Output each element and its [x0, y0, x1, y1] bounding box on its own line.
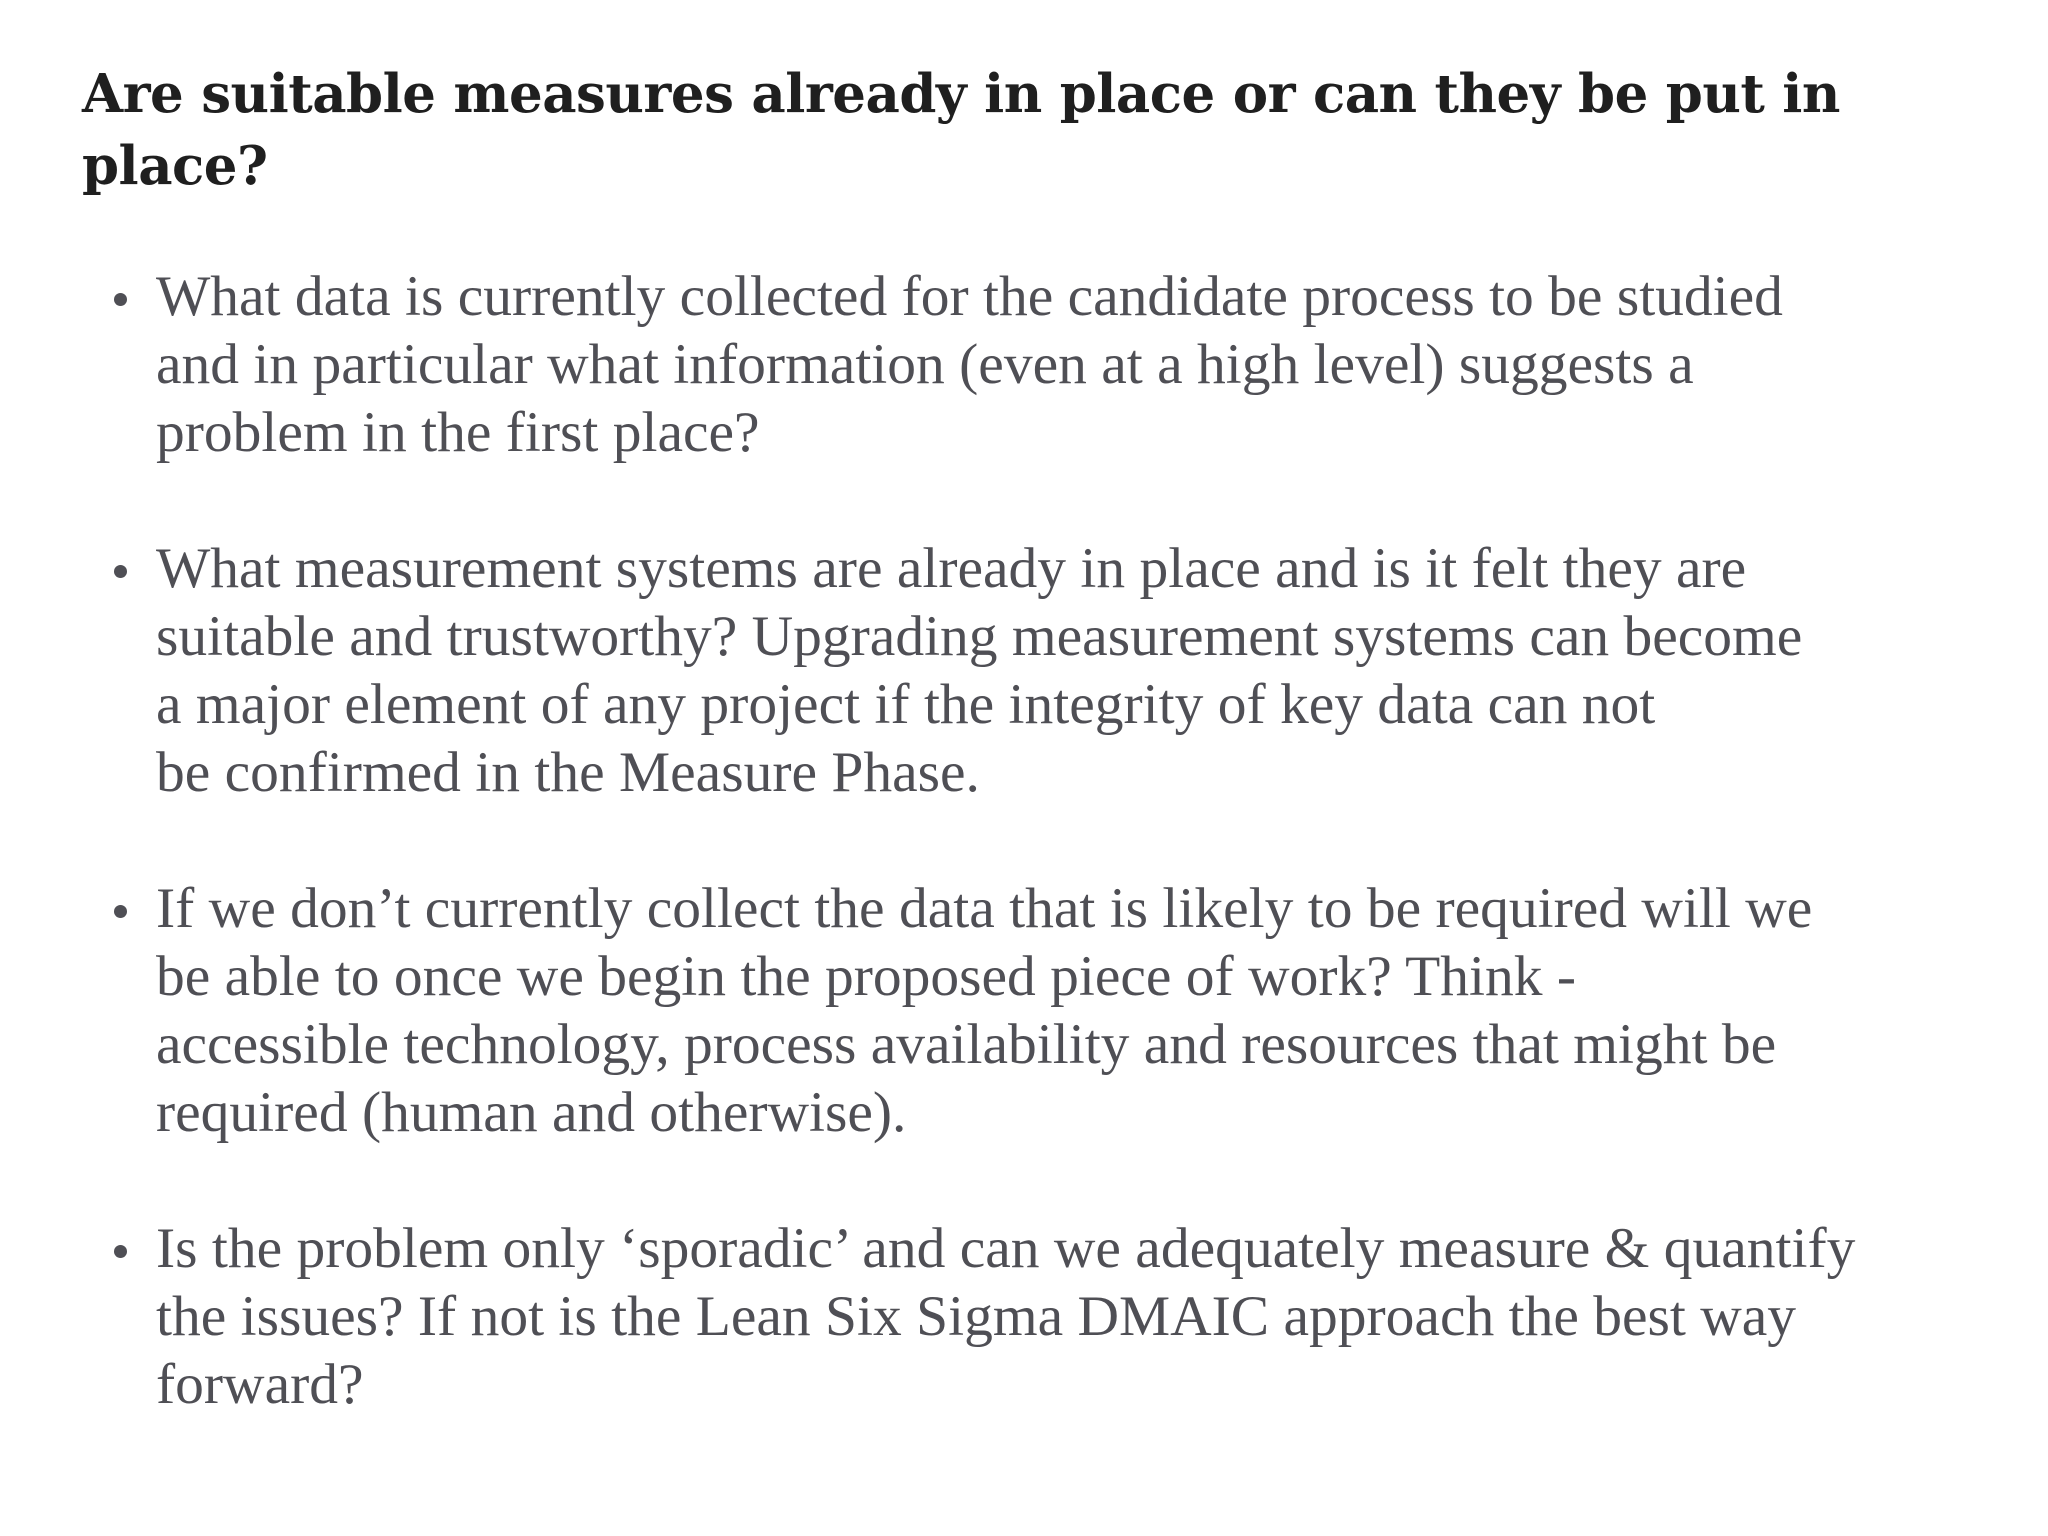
bullet-item — [156, 875, 2006, 1147]
bullet-dot-icon — [114, 293, 127, 306]
bullet-text: What measurement systems are already in place and is it felt they are suitable and trustworthy? Upgrading measurement systems can become a major element of any project if the integrity of key data can not be confirmed in the Measure Phase. — [156, 537, 1803, 804]
bullet-dot-icon — [114, 905, 127, 918]
bullet-text: Is the problem only ‘sporadic’ and can we adequately measure & quantify the issues? If not is the Lean Six Sigma DMAIC approach the best way forward? — [156, 1217, 1856, 1416]
bullet-text: What data is currently collected for the candidate process to be studied and in particular what information (even at a high level) suggests a problem in the first place? — [156, 265, 1783, 464]
page-heading: Are suitable measures already in place or can they be put in place? — [82, 63, 1840, 197]
bullet-dot-icon — [114, 565, 127, 578]
bullet-item — [156, 535, 2006, 807]
bullet-dot-icon — [114, 1245, 127, 1258]
bullet-text: If we don’t currently collect the data that is likely to be required will we be able to once we begin the proposed piece of work? Think - accessible technology, process availability and resources that might be required (human and otherwise). — [156, 877, 1813, 1144]
bullet-item — [156, 263, 2006, 467]
bullet-item — [156, 1215, 2006, 1419]
